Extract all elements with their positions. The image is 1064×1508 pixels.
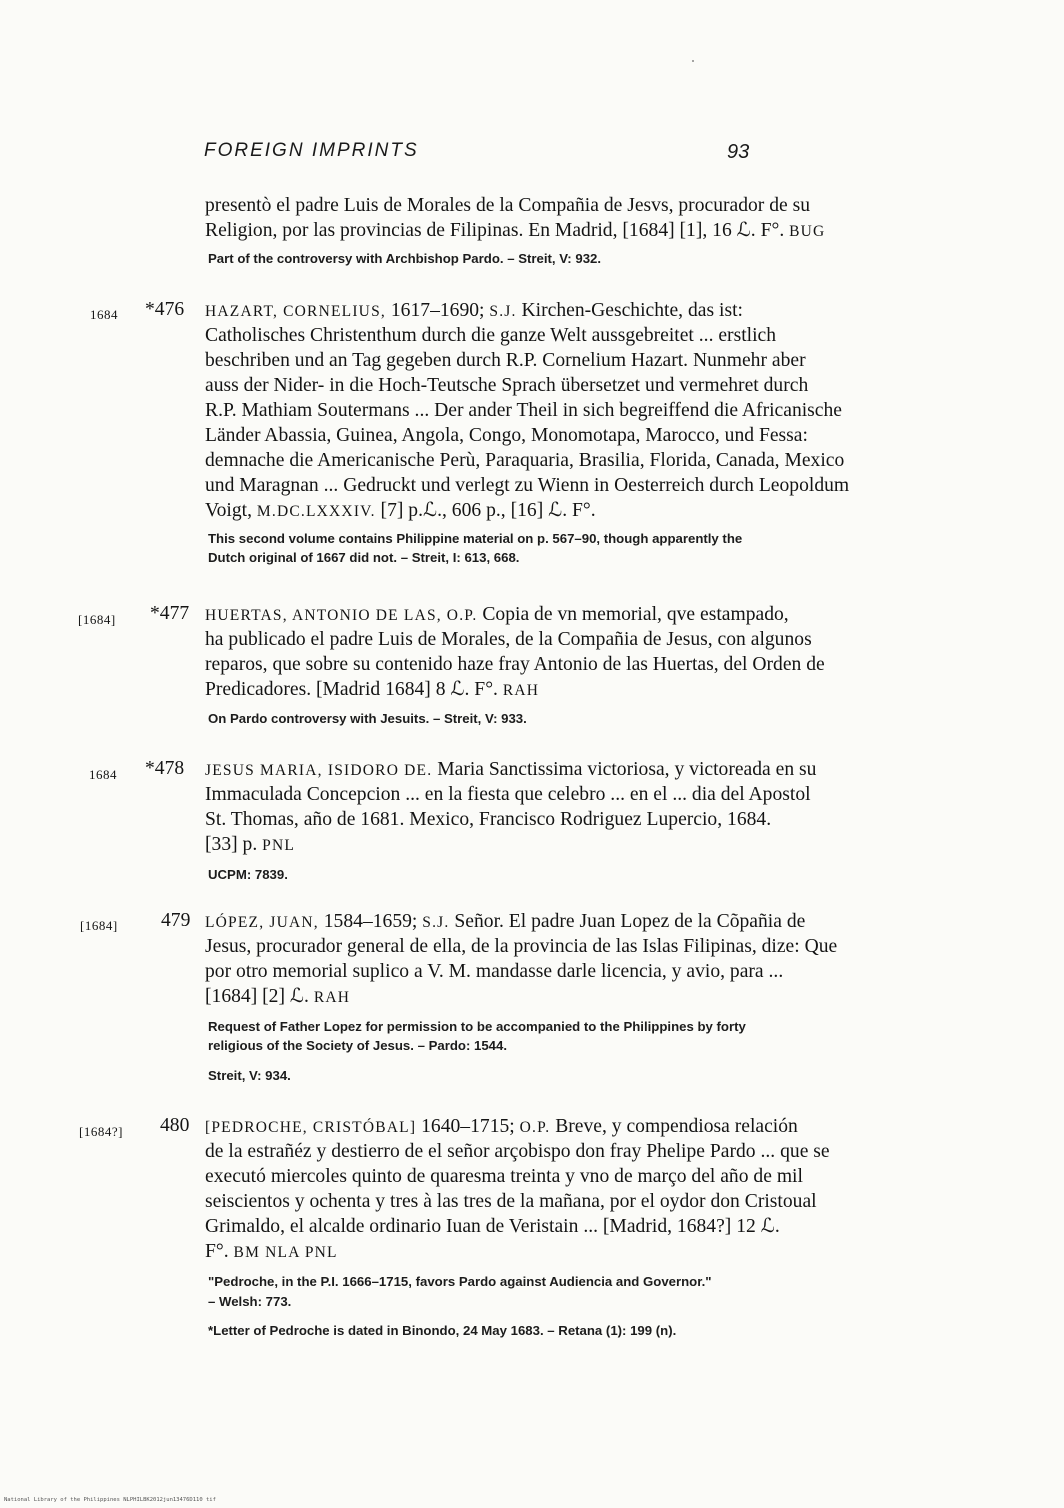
entry-line — [205, 909, 805, 935]
entry-line: beschriben und an Tag gegeben durch R.P. Cornelium Hazart. Nunmehr aber — [205, 350, 806, 371]
entry-line — [205, 984, 350, 1010]
entry-note: UCPM: 7839. — [208, 867, 288, 882]
entry-line: demnache die Americanische Perù, Paraquaria, Brasilia, Florida, Canada, Mexico — [205, 450, 845, 471]
entry-text: Maria Sanctissima victoriosa, y victoreada en su — [432, 759, 817, 780]
location-code: BUG — [789, 223, 826, 240]
entry-note: *Letter of Pedroche is dated in Binondo, 24 May 1683. – Retana (1): 199 (n). — [208, 1323, 677, 1338]
entry-order: O.P. — [519, 1119, 551, 1136]
entry-author: [PEDROCHE, CRISTÓBAL] — [205, 1119, 417, 1136]
entry-text: 1640–1715; — [416, 1116, 515, 1137]
scan-footer: National Library of the Philippines NLPHILBK2012jun13476D110 tif — [4, 1497, 216, 1503]
entry-number: *478 — [145, 758, 185, 779]
entry-date: M.DC.LXXXIV. — [256, 503, 376, 520]
entry-number: *477 — [150, 603, 190, 624]
entry-line — [205, 832, 295, 858]
entry-line: reparos, que sobre su contenido haze fray Antonio de las Huertas, del Orden de — [205, 654, 825, 675]
entry-line: por otro memorial suplico a V. M. mandasse darle licencia, y avio, para ... — [205, 961, 784, 982]
entry-order: S.J. — [489, 303, 517, 320]
entry-note: Request of Father Lopez for permission to be accompanied to the Philippines by forty — [208, 1019, 746, 1034]
entry-year: 1684 — [89, 767, 117, 782]
entry-year: [1684] — [78, 612, 116, 627]
entry-note: "Pedroche, in the P.I. 1666–1715, favors Pardo against Audiencia and Governor." — [208, 1274, 712, 1289]
entry-note: On Pardo controversy with Jesuits. – Streit, V: 933. — [208, 711, 527, 726]
entry-line: presentò el padre Luis de Morales de la Compañia de Jesvs, procurador de su — [205, 195, 811, 216]
entry-line: seiscientos y ochenta y tres à las tres de la mañana, por el oydor don Cristoual — [205, 1191, 817, 1212]
entry-year: [1684?] — [79, 1124, 123, 1139]
entry-note: – Welsh: 773. — [208, 1294, 292, 1309]
entry-line: ha publicado el padre Luis de Morales, de la Compañia de Jesus, con algunos — [205, 629, 812, 650]
entry-number: 479 — [161, 910, 191, 931]
entry-line: auss der Nider- in die Hoch-Teutsche Sprach übersetzet und vermehret durch — [205, 375, 809, 396]
entry-author: HUERTAS, ANTONIO DE LAS, — [205, 607, 442, 624]
entry-line — [205, 298, 743, 324]
entry-author: HAZART, CORNELIUS, — [205, 303, 386, 320]
entry-note: Dutch original of 1667 did not. – Streit, I: 613, 668. — [208, 550, 520, 565]
scan-speck — [692, 60, 694, 62]
entry-note: This second volume contains Philippine material on p. 567–90, though apparently the — [208, 531, 743, 546]
entry-note: Part of the controversy with Archbishop Pardo. – Streit, V: 932. — [208, 251, 602, 266]
entry-line: executó miercoles quinto de quaresma treinta y vno de março del año de mil — [205, 1166, 803, 1187]
location-code: BM NLA PNL — [233, 1244, 338, 1261]
entry-line — [205, 1239, 338, 1265]
entry-text: [7] p.ℒ., 606 p., [16] ℒ. F°. — [375, 500, 596, 521]
entry-year: [1684] — [80, 918, 118, 933]
entry-order: O.P. — [446, 607, 478, 624]
entry-line: Länder Abassia, Guinea, Angola, Congo, Monomotapa, Marocco, und Fessa: — [205, 425, 808, 446]
entry-text: Breve, y compendiosa relación — [550, 1116, 798, 1137]
entry-line: de la estrañéz y destierro de el señor arçobispo don fray Phelipe Pardo ... que se — [205, 1141, 830, 1162]
entry-line — [205, 602, 789, 628]
entry-text: 1584–1659; — [318, 911, 418, 932]
entry-line — [205, 1114, 798, 1140]
entry-note: religious of the Society of Jesus. – Pardo: 1544. — [208, 1038, 508, 1053]
location-code: PNL — [262, 837, 296, 854]
entry-text: F°. — [205, 1241, 229, 1262]
entry-author: LÓPEZ, JUAN, — [205, 914, 319, 931]
entry-text: Kirchen-Geschichte, das ist: — [516, 300, 743, 321]
entry-number: *476 — [145, 299, 185, 320]
entry-text: [33] p. — [205, 834, 258, 855]
entry-text: 1617–1690; — [385, 300, 485, 321]
entry-line: Grimaldo, el alcalde ordinario Iuan de Veristain ... [Madrid, 1684?] 12 ℒ. — [205, 1216, 780, 1237]
entry-line: Immaculada Concepcion ... en la fiesta que celebro ... en el ... dia del Apostol — [205, 784, 811, 805]
running-title: FOREIGN IMPRINTS — [204, 140, 419, 161]
page-number: 93 — [727, 141, 750, 163]
entry-line — [205, 677, 539, 703]
entry-text: Predicadores. [Madrid 1684] 8 ℒ. F°. — [205, 679, 498, 700]
entry-text: Copia de vn memorial, qve estampado, — [477, 604, 789, 625]
location-code: RAH — [502, 682, 540, 699]
entry-author: JESUS MARIA, ISIDORO DE. — [205, 762, 433, 779]
entry-text: Voigt, — [205, 500, 257, 521]
entry-year: 1684 — [90, 307, 118, 322]
entry-number: 480 — [160, 1115, 190, 1136]
entry-line: Jesus, procurador general de ella, de la provincia de las Islas Filipinas, dize: Que — [205, 936, 838, 957]
entry-line — [205, 218, 825, 244]
entry-line: Catholisches Christenthum durch die ganze Welt aussgebreitet ... erstlich — [205, 325, 777, 346]
entry-line — [205, 498, 596, 524]
entry-text: Religion, por las provincias de Filipinas. En Madrid, [1684] [1], 16 ℒ. F°. — [205, 220, 785, 241]
entry-note: Streit, V: 934. — [208, 1068, 291, 1083]
entry-line: R.P. Mathiam Soutermans ... Der ander Theil in sich begreiffend die Africanische — [205, 400, 842, 421]
entry-text: [1684] [2] ℒ. — [205, 986, 309, 1007]
entry-line: St. Thomas, año de 1681. Mexico, Francisco Rodriguez Lupercio, 1684. — [205, 809, 772, 830]
entry-line — [205, 757, 816, 783]
location-code: RAH — [313, 989, 351, 1006]
entry-order: S.J. — [422, 914, 450, 931]
entry-line: und Maragnan ... Gedruckt und verlegt zu Wienn in Oesterreich durch Leopoldum — [205, 475, 850, 496]
entry-text: Señor. El padre Juan Lopez de la Cõpañia de — [449, 911, 806, 932]
